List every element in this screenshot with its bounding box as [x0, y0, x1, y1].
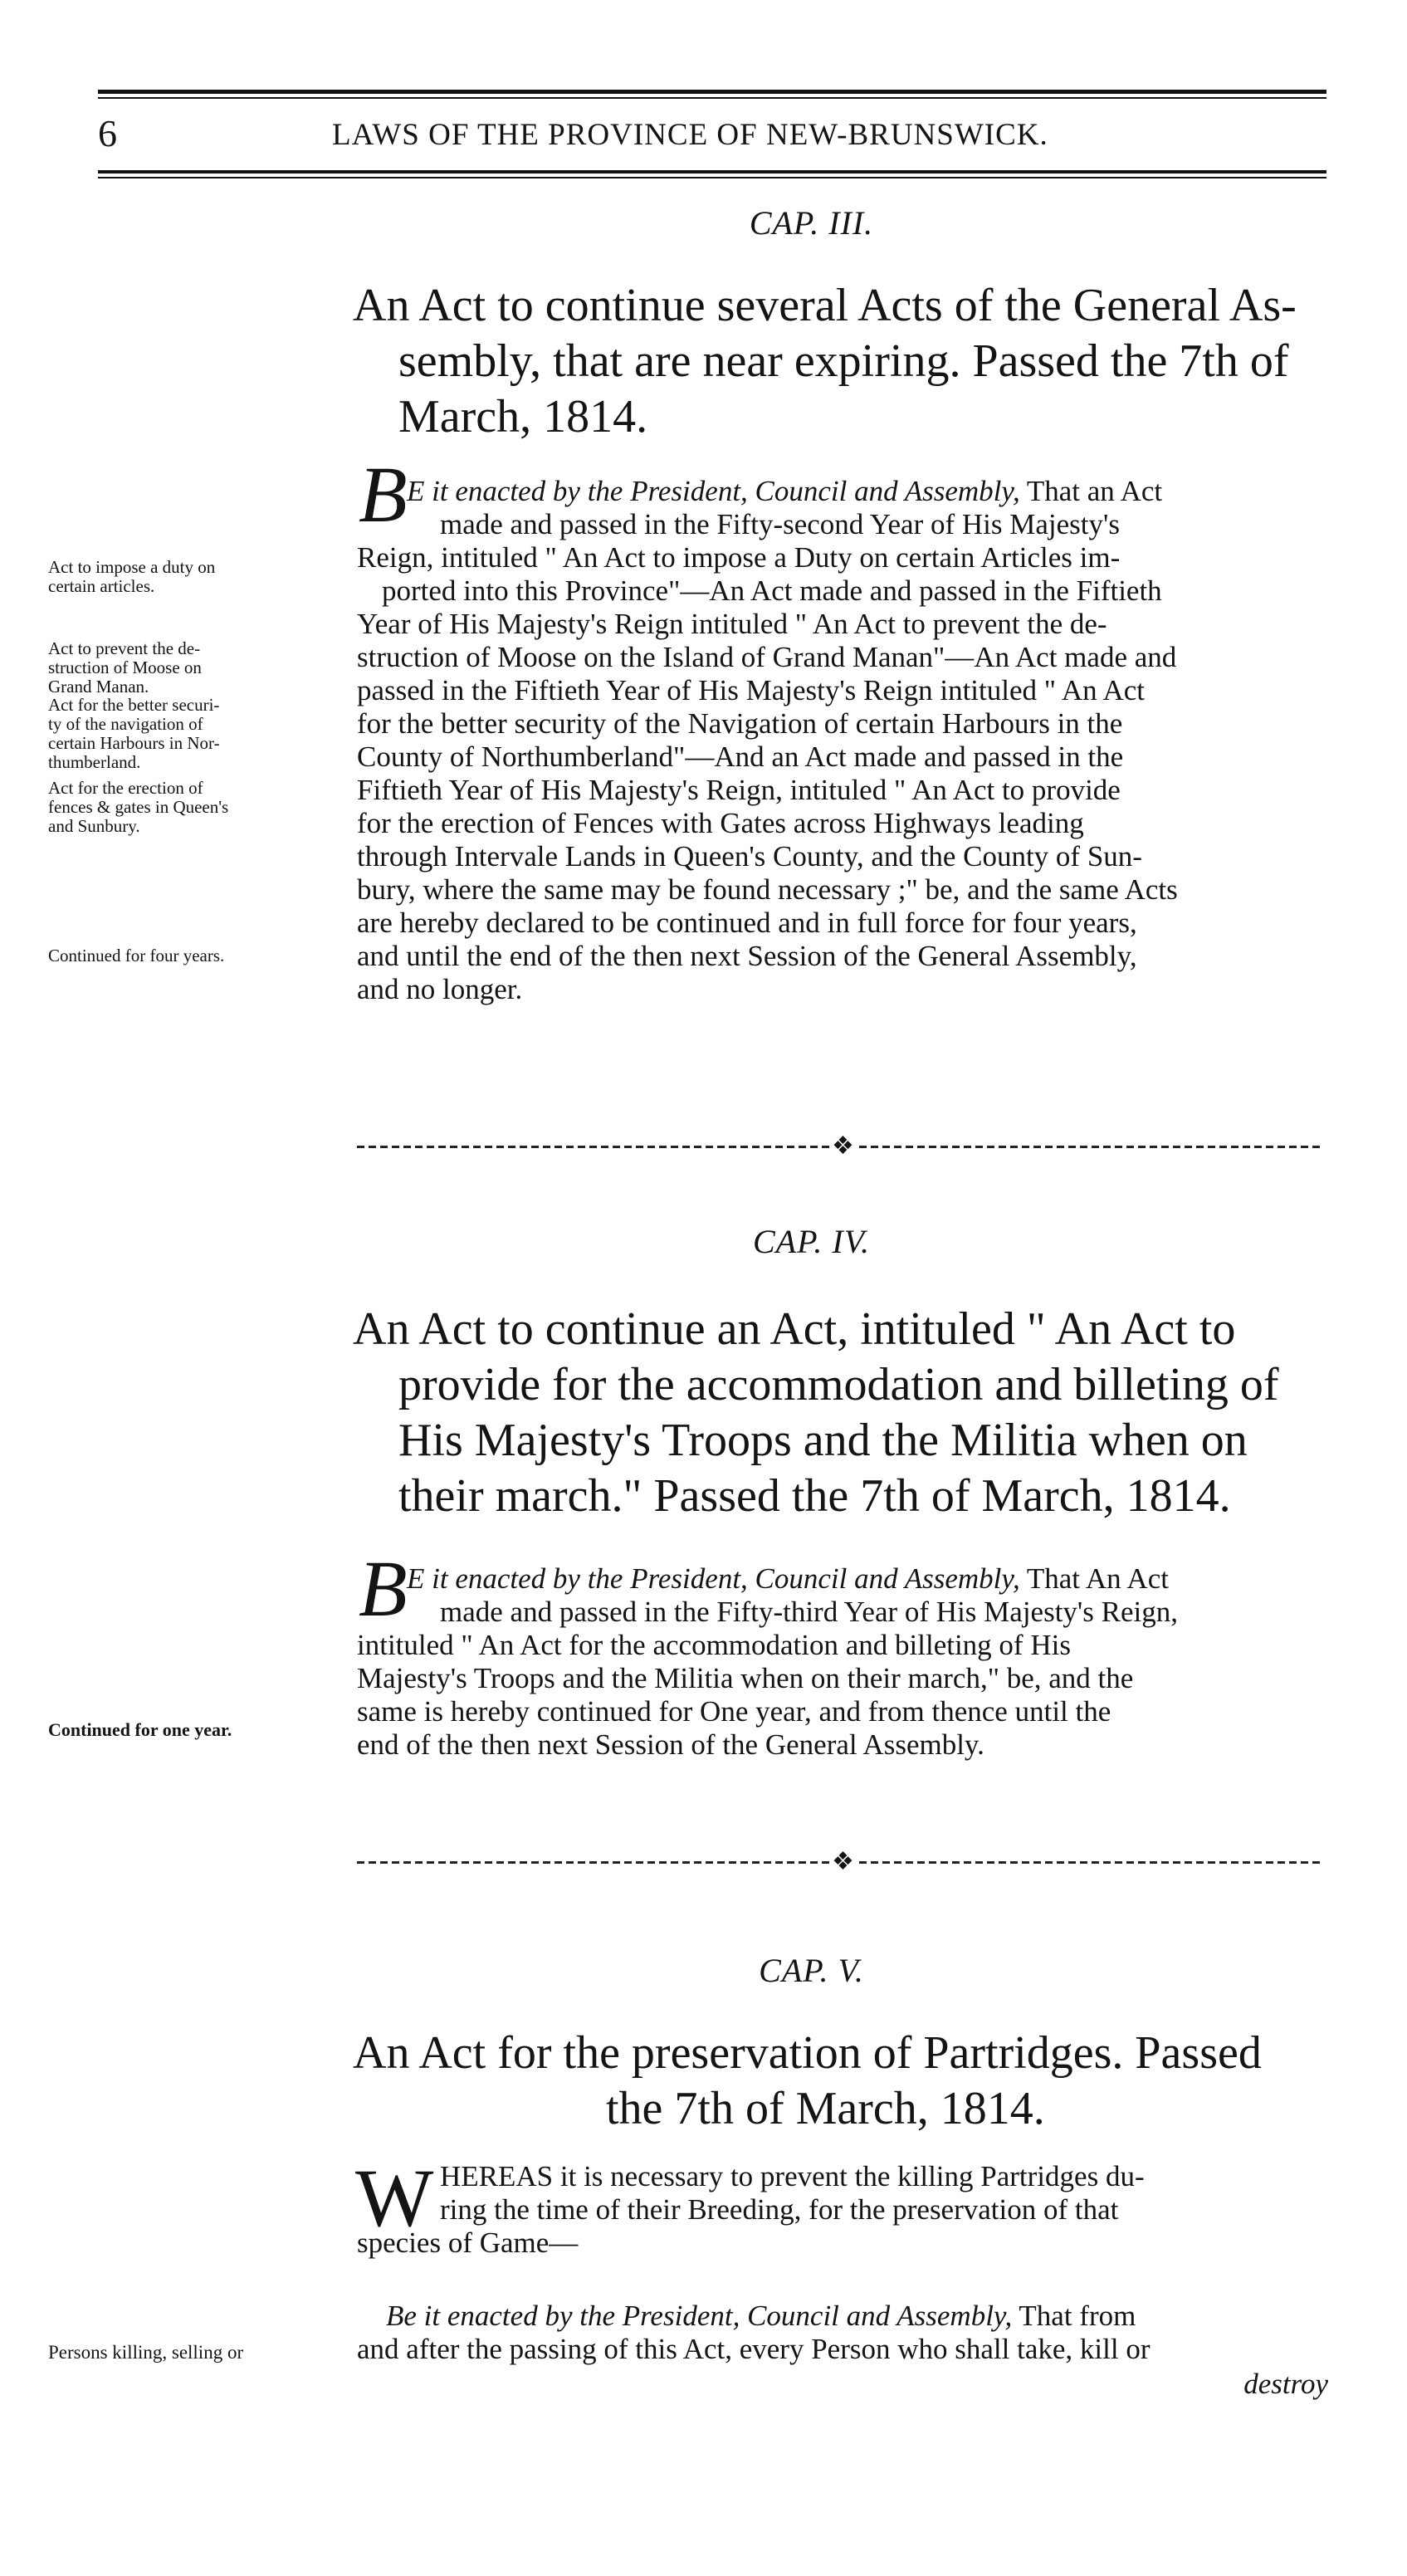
cap-3-body-line: County of Northumberland"—And an Act made and passed in the: [357, 741, 1124, 773]
cap-4-title: [353, 1302, 1279, 1524]
cap-5-body: [357, 2160, 1324, 2260]
cap-5-drop-capital: W: [355, 2152, 434, 2244]
ornament-rule-left: [357, 1861, 830, 1864]
cap-5-title: [353, 2026, 1262, 2137]
margin-note-line: ty of the navigation of: [48, 714, 203, 734]
cap-5-enacting-paragraph: [357, 2300, 1324, 2366]
margin-note: Persons killing, selling or: [48, 2342, 244, 2363]
cap-3-title-line: An Act to continue several Acts of the General As-: [353, 280, 1297, 331]
cap-5-heading: CAP. V.: [759, 1952, 864, 1989]
margin-note: [48, 696, 347, 772]
margin-note-line: and Sunbury.: [48, 816, 140, 836]
cap-4-body-line: made and passed in the Fifty-third Year of His Majesty's Reign,: [440, 1596, 1178, 1628]
cap-5-body-line: and after the passing of this Act, every Person who shall take, kill or: [357, 2333, 1151, 2365]
margin-note-line: Continued for four years.: [48, 946, 225, 965]
cap-5-title-line: An Act for the preservation of Partridges. Passed: [353, 2027, 1262, 2079]
first-line-rest: That An Act: [1019, 1562, 1169, 1595]
cap-4-drop-capital: B: [359, 1544, 408, 1633]
cap-3-body-line: passed in the Fiftieth Year of His Majesty's Reign intituled " An Act: [357, 674, 1145, 706]
margin-note-line: Act to prevent the de-: [48, 638, 201, 658]
cap-4-first-line: [357, 1562, 1324, 1596]
margin-note: [48, 779, 347, 836]
cap-5-body-line: ring the time of their Breeding, for the preservation of that: [440, 2193, 1119, 2226]
margin-note-line: Act for the erection of: [48, 778, 203, 798]
cap-3-body-line: bury, where the same may be found necessary ;" be, and the same Acts: [357, 873, 1178, 906]
enact-line-rest: That from: [1012, 2300, 1136, 2332]
cap-3-body-line: and until the end of the then next Session of the General Assembly,: [357, 940, 1137, 972]
margin-note-line: fences & gates in Queen's: [48, 797, 229, 817]
margin-note: [48, 946, 347, 965]
margin-note-line: thumberland.: [48, 752, 141, 772]
cap-3-body-line: struction of Moose on the Island of Grand Manan"—An Act made and: [357, 641, 1177, 673]
cap-4-title-line: provide for the accommodation and billeting of: [398, 1359, 1279, 1410]
cap-3-body-line: through Intervale Lands in Queen's County, and the County of Sun-: [357, 840, 1142, 873]
cap-4-body: [357, 1562, 1324, 1762]
margin-note-line: Act to impose a duty on: [48, 557, 216, 577]
cap-3-heading: CAP. III.: [749, 204, 874, 242]
cap-4-body-line: Majesty's Troops and the Militia when on their march," be, and the: [357, 1662, 1134, 1694]
header-rule-bottom: [98, 170, 1326, 174]
ornament-rule-right: [859, 1146, 1324, 1148]
cap-4-body-line: same is hereby continued for One year, and from thence until the: [357, 1695, 1111, 1728]
cap-3-body-line: Year of His Majesty's Reign intituled " An Act to prevent the de-: [357, 608, 1107, 640]
ornament-flourish-icon: ❖: [832, 1848, 854, 1875]
enacting-clause: Be it enacted by the President, Council and Assembly,: [386, 2300, 1013, 2332]
cap-3-title-line: March, 1814.: [398, 391, 648, 442]
cap-3-body-line: ported into this Province"—An Act made and passed in the Fiftieth: [382, 574, 1162, 607]
cap-3-body-line: for the better security of the Navigation of certain Harbours in the: [357, 707, 1123, 740]
cap-3-body-line: for the erection of Fences with Gates across Highways leading: [357, 807, 1084, 839]
margin-note: Continued for one year.: [48, 1719, 232, 1740]
cap-4-title-line: their march." Passed the 7th of March, 1814.: [398, 1470, 1231, 1522]
section-ornament: [357, 1134, 1324, 1159]
ornament-rule-right: [859, 1861, 1324, 1864]
margin-note-line: Grand Manan.: [48, 677, 149, 697]
cap-3-title-line: sembly, that are near expiring. Passed the 7th of: [398, 335, 1289, 387]
cap-5-enact-line: [357, 2300, 1324, 2333]
cap-3-body-line: made and passed in the Fifty-second Year of His Majesty's: [440, 508, 1120, 540]
margin-note: [48, 639, 347, 697]
header-rule-top-thin: [98, 97, 1326, 99]
cap-3-body: [357, 475, 1324, 1006]
cap-3-body-line: Reign, intituled " An Act to impose a Duty on certain Articles im-: [357, 541, 1121, 574]
cap-4-body-line: intituled " An Act for the accommodation and billeting of His: [357, 1629, 1071, 1661]
cap-5-body-line: species of Game—: [357, 2227, 579, 2259]
ornament-rule-left: [357, 1146, 830, 1148]
enacting-clause: E it enacted by the President, Council and Assembly,: [407, 1562, 1020, 1595]
cap-5-title-line: the 7th of March, 1814.: [606, 2083, 1045, 2134]
catchword: destroy: [1243, 2368, 1328, 2400]
header-rule-top: [98, 90, 1326, 94]
margin-note-line: certain Harbours in Nor-: [48, 733, 220, 753]
running-title: LAWS OF THE PROVINCE OF NEW-BRUNSWICK.: [332, 118, 1048, 152]
margin-note-line: struction of Moose on: [48, 657, 202, 677]
ornament-flourish-icon: ❖: [832, 1132, 854, 1160]
margin-note-line: certain articles.: [48, 576, 155, 596]
cap-3-body-line: Fiftieth Year of His Majesty's Reign, intituled " An Act to provide: [357, 774, 1121, 806]
page-number: 6: [98, 112, 117, 154]
cap-5-first-line: HEREAS it is necessary to prevent the killing Partridges du-: [440, 2160, 1145, 2192]
first-line-rest: That an Act: [1019, 475, 1163, 507]
margin-note: [48, 558, 347, 596]
cap-3-first-line: [357, 475, 1324, 508]
header-rule-bottom-thin: [98, 177, 1326, 178]
cap-4-title-line: An Act to continue an Act, intituled " An Act to: [353, 1303, 1236, 1355]
cap-3-body-line: are hereby declared to be continued and in full force for four years,: [357, 907, 1137, 939]
enacting-clause: E it enacted by the President, Council and Assembly,: [407, 475, 1020, 507]
section-ornament: [357, 1850, 1324, 1875]
cap-3-drop-capital: B: [359, 450, 408, 539]
cap-3-body-line: and no longer.: [357, 973, 523, 1005]
cap-4-title-line: His Majesty's Troops and the Militia when on: [398, 1415, 1248, 1466]
cap-3-title: [353, 278, 1297, 445]
margin-note-line: Act for the better securi-: [48, 695, 220, 715]
cap-4-body-line: end of the then next Session of the General Assembly.: [357, 1728, 984, 1761]
cap-4-heading: CAP. IV.: [753, 1223, 870, 1260]
